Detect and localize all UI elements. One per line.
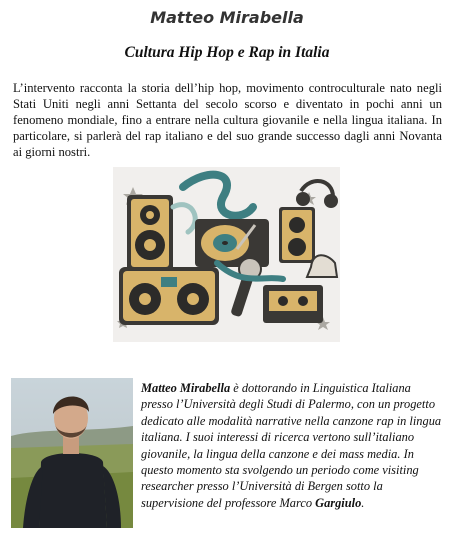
bio-text: è dottorando in Linguistica Italiana presso l’Università degli Studi di Palermo, con un progetto dedicato alle modalità narrative nella canzone rap in lingua italiana. I suoi interessi di ricerca vertono sull’italiano giovanile, la lingua della canzone e dei mass media. In questo momento sta svolgendo un periodo come visiting researcher presso l’Università di Bergen sotto la supervisione del professore Marco (141, 381, 442, 510)
talk-abstract: L’intervento racconta la storia dell’hip hop, movimento controculturale nato negli Stati Uniti negli anni Settanta del secolo scorso e diventato in pochi anni un fenomeno mondiale, fino a entrare nella cultura giovanile e nella lingua italiana. In particolare, si parlerà del rap italiano e del suo grande successo dagli anni Novanta ai giorni nostri. (13, 81, 442, 159)
speaker-photo (11, 378, 133, 528)
bio-speaker-name: Matteo Mirabella (141, 381, 231, 395)
talk-title: Cultura Hip Hop e Rap in Italia (124, 44, 330, 61)
hip-hop-illustration (113, 167, 340, 342)
bio-end: . (361, 495, 365, 510)
speaker-bio (141, 380, 445, 511)
speaker-name: Matteo Mirabella (150, 8, 304, 27)
bio-supervisor-surname: Gargiulo (315, 495, 362, 510)
